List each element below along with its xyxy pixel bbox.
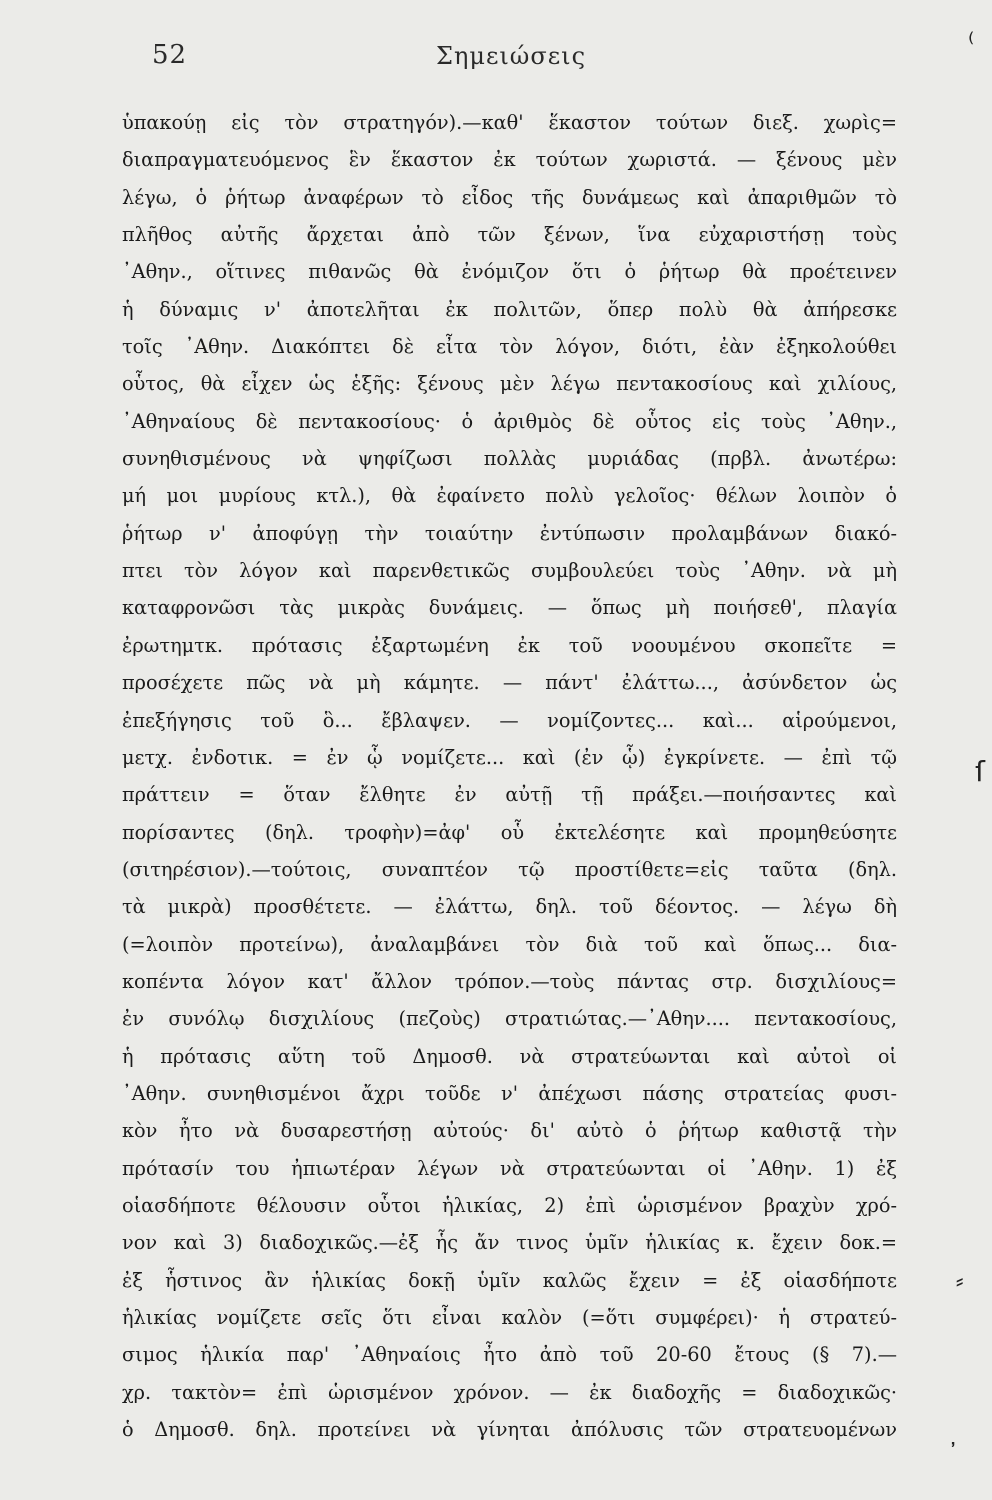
text-line: ἡλικίας νομίζετε σεῖς ὅτι εἶναι καλὸν (=ὅτι συμφέρει)· ἡ στρατεύ- <box>122 1306 897 1329</box>
text-line: πορίσαντες (δηλ. τροφὴν)=ἀφ' οὗ ἐκτελέσητε καὶ προμηθεύσητε <box>122 820 897 844</box>
text-line: οὗτος, θὰ εἶχεν ὡς ἑξῆς: ξένους μὲν λέγω πεντακοσίους καὶ χιλίους, <box>122 372 897 396</box>
text-line: μετχ. ἐνδοτικ. = ἐν ᾧ νομίζετε... καὶ (ἐν ᾧ) ἐγκρίνετε. — ἐπὶ τῷ <box>122 745 897 769</box>
text-line: ἡ πρότασις αὕτη τοῦ Δημοσθ. νὰ στρατεύωνται καὶ αὐτοὶ οἱ <box>122 1044 897 1068</box>
text-line: καταφρονῶσι τὰς μικρὰς δυνάμεις. — ὅπως μὴ ποιήσεθ', πλαγία <box>122 596 897 620</box>
text-line: ἡ δύναμις ν' ἀποτελῆται ἐκ πολιτῶν, ὅπερ πολὺ θὰ ἀπήρεσκε <box>122 297 897 321</box>
text-line: ἐν συνόλῳ δισχιλίους (πεζοὺς) στρατιώτας.—᾿Αθην.... πεντακοσίους, <box>122 1007 897 1031</box>
text-line: πράττειν = ὅταν ἔλθητε ἐν αὐτῇ τῇ πράξει.—ποιήσαντες καὶ <box>122 783 897 807</box>
margin-mark-lower: ⸗ <box>956 1269 964 1294</box>
text-line: κὸν ἦτο νὰ δυσαρεστήσῃ αὐτούς· δι' αὐτὸ ὁ ῥήτωρ καθιστᾷ τὴν <box>122 1119 897 1143</box>
running-title: Σημειώσεις <box>436 42 587 70</box>
margin-mark-top: ⁽ <box>968 28 975 58</box>
text-line: ᾿Αθην. συνηθισμένοι ἄχρι τοῦδε ν' ἀπέχωσι πάσης στρατείας φυσι- <box>122 1081 897 1105</box>
page-number: 52 <box>152 40 188 70</box>
text-line: (σιτηρέσιον).—τούτοις, συναπτέον τῷ προστίθετε=εἰς ταῦτα (δηλ. <box>122 857 897 881</box>
text-line: ὁ Δημοσθ. δηλ. προτείνει νὰ γίνηται ἀπόλυσις τῶν στρατευομένων <box>122 1418 897 1442</box>
page-header <box>0 40 992 80</box>
text-line: κοπέντα λόγον κατ' ἄλλον τρόπον.—τοὺς πάντας στρ. δισχιλίους= <box>122 969 897 993</box>
body-text <box>122 104 897 1448</box>
text-line: προσέχετε πῶς νὰ μὴ κάμητε. — πάντ' ἐλάττω..., ἀσύνδετον ὡς <box>122 671 897 695</box>
text-line: ᾿Αθην., οἵτινες πιθανῶς θὰ ἐνόμιζον ὅτι ὁ ῥήτωρ θὰ προέτεινεν <box>122 260 897 284</box>
text-line: οἱασδήποτε θέλουσιν οὗτοι ἡλικίας, 2) ἐπὶ ὡρισμένον βραχὺν χρό- <box>122 1193 897 1217</box>
text-line: ἐξ ἧστινος ἂν ἡλικίας δοκῇ ὑμῖν καλῶς ἔχειν = ἐξ οἱασδήποτε <box>122 1268 897 1292</box>
text-line: συνηθισμένους νὰ ψηφίζωσι πολλὰς μυριάδας (πρβλ. ἀνωτέρω: <box>122 447 897 471</box>
text-line: πρότασίν του ἠπιωτέραν λέγων νὰ στρατεύωνται οἱ ᾿Αθην. 1) ἐξ <box>122 1156 897 1180</box>
text-line: ῥήτωρ ν' ἀποφύγῃ τὴν τοιαύτην ἐντύπωσιν προλαμβάνων διακό- <box>122 521 897 545</box>
text-line: νον καὶ 3) διαδοχικῶς.—ἐξ ἧς ἄν τινος ὑμῖν ἡλικίας κ. ἔχειν δοκ.= <box>122 1231 897 1255</box>
text-line: πλῆθος αὐτῆς ἄρχεται ἀπὸ τῶν ξένων, ἵνα εὐχαριστήσῃ τοὺς <box>122 223 897 247</box>
text-line: σιμος ἡλικία παρ' ᾿Αθηναίοις ἦτο ἀπὸ τοῦ 20-60 ἔτους (§ 7).— <box>122 1343 897 1367</box>
text-line: ἐπεξήγησις τοῦ ὃ... ἔβλαψεν. — νομίζοντες... καὶ... αἱρούμενοι, <box>122 708 897 732</box>
text-line: ὑπακούῃ εἰς τὸν στρατηγόν).—καθ' ἕκαστον τούτων διεξ. χωρὶς= <box>122 111 897 134</box>
text-line: χρ. τακτὸν= ἐπὶ ὡρισμένον χρόνον. — ἐκ διαδοχῆς = διαδοχικῶς· <box>122 1380 897 1404</box>
text-line: ᾿Αθηναίους δὲ πεντακοσίους· ὁ ἀριθμὸς δὲ οὗτος εἰς τοὺς ᾿Αθην., <box>122 409 897 433</box>
text-line: διαπραγματευόμενος ἓν ἕκαστον ἐκ τούτων χωριστά. — ξένους μὲν <box>122 148 897 172</box>
text-line: ἐρωτημτκ. πρότασις ἐξαρτωμένη ἐκ τοῦ νοουμένου σκοπεῖτε = <box>122 633 897 657</box>
margin-mark-middle: ſ <box>975 755 985 788</box>
text-line: πτει τὸν λόγον καὶ παρενθετικῶς συμβουλεύει τοὺς ᾿Αθην. νὰ μὴ <box>122 559 897 583</box>
text-line: τὰ μικρὰ) προσθέτετε. — ἐλάττω, δηλ. τοῦ δέοντος. — λέγω δὴ <box>122 895 897 919</box>
text-line: μή μοι μυρίους κτλ.), θὰ ἐφαίνετο πολὺ γελοῖος· θέλων λοιπὸν ὁ <box>122 484 897 508</box>
text-line: λέγω, ὁ ῥήτωρ ἀναφέρων τὸ εἶδος τῆς δυνάμεως καὶ ἀπαριθμῶν τὸ <box>122 185 897 209</box>
text-line: τοῖς ᾿Αθην. Διακόπτει δὲ εἶτα τὸν λόγον, διότι, ἐὰν ἐξηκολούθει <box>122 335 897 359</box>
text-line: (=λοιπὸν προτείνω), ἀναλαμβάνει τὸν διὰ τοῦ καὶ ὅπως... δια- <box>122 932 897 956</box>
